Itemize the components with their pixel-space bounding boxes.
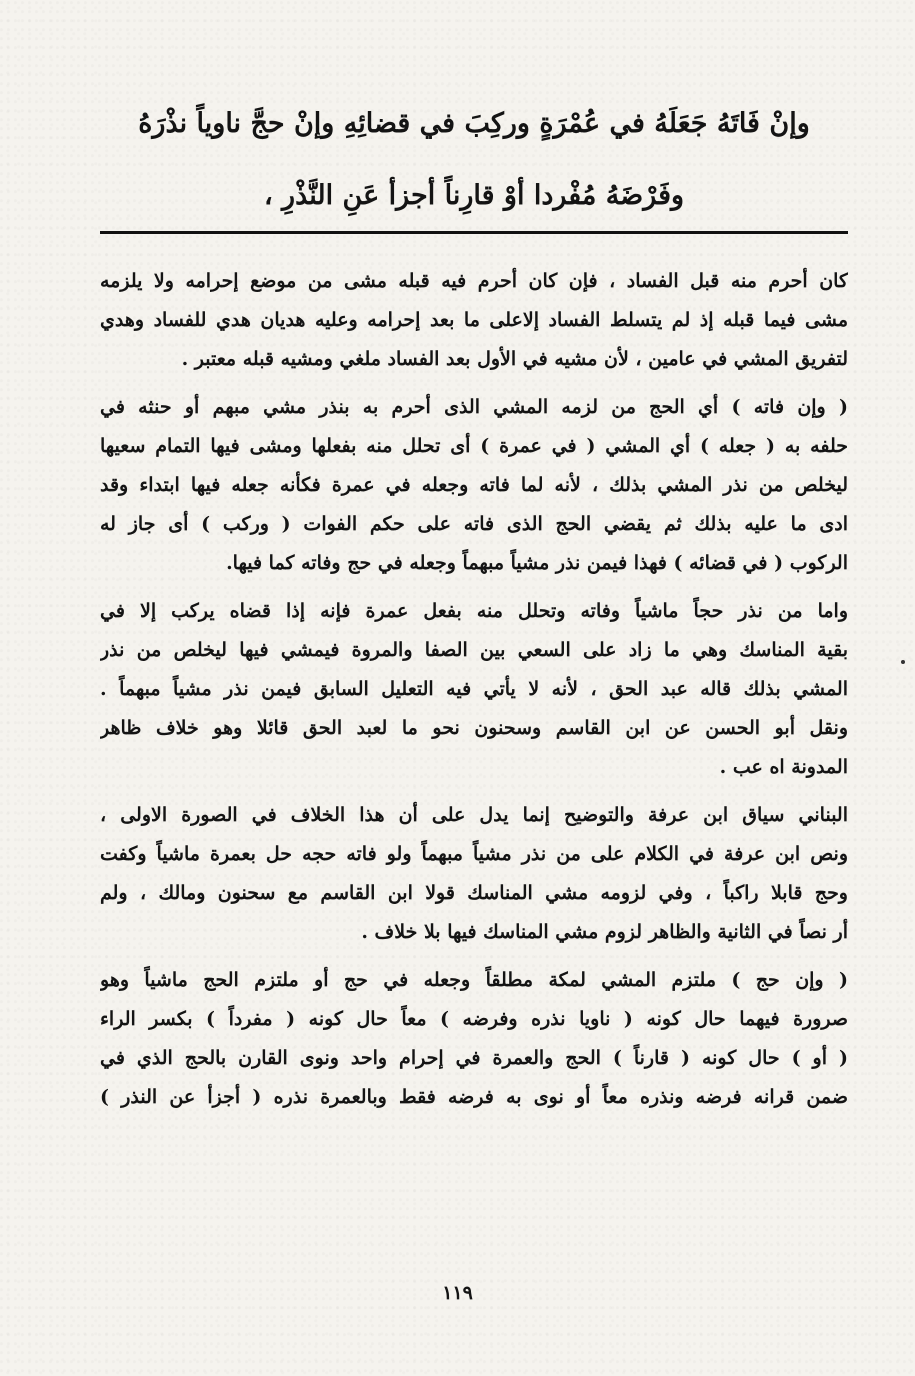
text-line: كان أحرم منه قبل الفساد ، فإن كان أحرم فيه قبله مشى من موضع إحرامه ولا يلزمه [100, 270, 848, 292]
text-line: بقية المناسك وهي ما زاد على السعي بين الصفا والمروة فيمشي فيها ليخلص من نذر [100, 639, 848, 661]
text-line: ضمن قرانه فرضه ونذره معاً أو نوى به فرضه فقط وبالعمرة نذره ( أجزأ عن النذر ) [100, 1086, 848, 1108]
commentary-body [100, 262, 848, 1126]
text-line: وحج قابلا راكباً ، وفي لزومه مشي المناسك قولا ابن القاسم مع سحنون ومالك ، ولم [100, 882, 848, 904]
text-line: ادى ما عليه بذلك ثم يقضي الحج الذى فاته على حكم الفوات ( وركب ) أى جاز له [100, 513, 848, 535]
text-line: الركوب ( في قضائه ) فهذا فيمن نذر مشياً مبهماً وجعله في حج وفاته كما فيها. [226, 552, 848, 574]
paragraph [100, 961, 848, 1117]
paragraph [100, 262, 848, 379]
matn-heading [100, 88, 848, 232]
text-line: المدونة اه عب . [719, 756, 848, 778]
text-line: صرورة فيهما حال كونه ( ناويا نذره وفرضه ) معاً حال كونه ( مفرداً ) بكسر الراء [100, 1008, 848, 1030]
text-line: لتفريق المشي في عامين ، لأن مشيه في الأول بعد الفساد ملغي ومشيه قبله معتبر . [181, 348, 848, 370]
text-line: ( وإن فاته ) أي الحج من لزمه المشي الذى أحرم به بنذر مشي مبهم أو حنثه في [100, 396, 848, 418]
text-line: أر نصاً في الثانية والظاهر لزوم مشي المناسك فيها بلا خلاف . [361, 921, 848, 943]
ink-speck [901, 660, 905, 664]
paragraph [100, 592, 848, 787]
text-line: ليخلص من نذر المشي بذلك ، لأنه لما فاته وجعله في عمرة فكأنه جعله فيها ابتداء وقد [100, 474, 848, 496]
text-line: مشى فيما قبله إذ لم يتسلط الفساد إلاعلى ما بعد إحرامه وعليه هديان هدي للفساد وهدي [100, 309, 848, 331]
text-line: ( أو ) حال كونه ( قارناً ) الحج والعمرة في إحرام واحد ونوى القارن بالحج الذي في [100, 1047, 848, 1069]
text-line: ونقل أبو الحسن عن ابن القاسم وسحنون نحو ما لعبد الحق قائلا وهو خلاف ظاهر [100, 717, 848, 739]
matn-line: وفَرْضَهُ مُفْردا أوْ قارِناً أجزأ عَنِ النَّذْرِ ، [263, 180, 685, 211]
matn-line: وإنْ فَاتَهُ جَعَلَهُ في عُمْرَةٍ وركِبَ في قضائِهِ وإنْ حجَّ ناوياً نذْرَهُ [138, 108, 810, 139]
text-line: حلفه به ( جعله ) أي المشي ( في عمرة ) أى تحلل منه بفعلها ومشى فيها التمام سعيها [100, 435, 848, 457]
text-line: واما من نذر حجاً ماشياً وفاته وتحلل منه بفعل عمرة فإنه إذا قضاه يركب إلا في [100, 600, 848, 622]
text-line: ونص ابن عرفة في الكلام على من نذر مشياً مبهماً ولو فاته حجه حل بعمرة ماشياً وكفت [100, 843, 848, 865]
paragraph [100, 388, 848, 583]
text-line: البناني سياق ابن عرفة والتوضيح إنما يدل على أن هذا الخلاف في الصورة الاولى ، [100, 804, 848, 826]
text-line: المشي بذلك قاله عبد الحق ، لأنه لا يأتي فيه التعليل السابق فيمن نذر مشياً مبهماً . [100, 678, 848, 700]
page-number: ١١٩ [442, 1282, 473, 1304]
separator-rule [100, 231, 848, 234]
text-line: ( وإن حج ) ملتزم المشي لمكة مطلقاً وجعله في حج أو ملتزم الحج ماشياً وهو [100, 969, 848, 991]
paragraph [100, 796, 848, 952]
